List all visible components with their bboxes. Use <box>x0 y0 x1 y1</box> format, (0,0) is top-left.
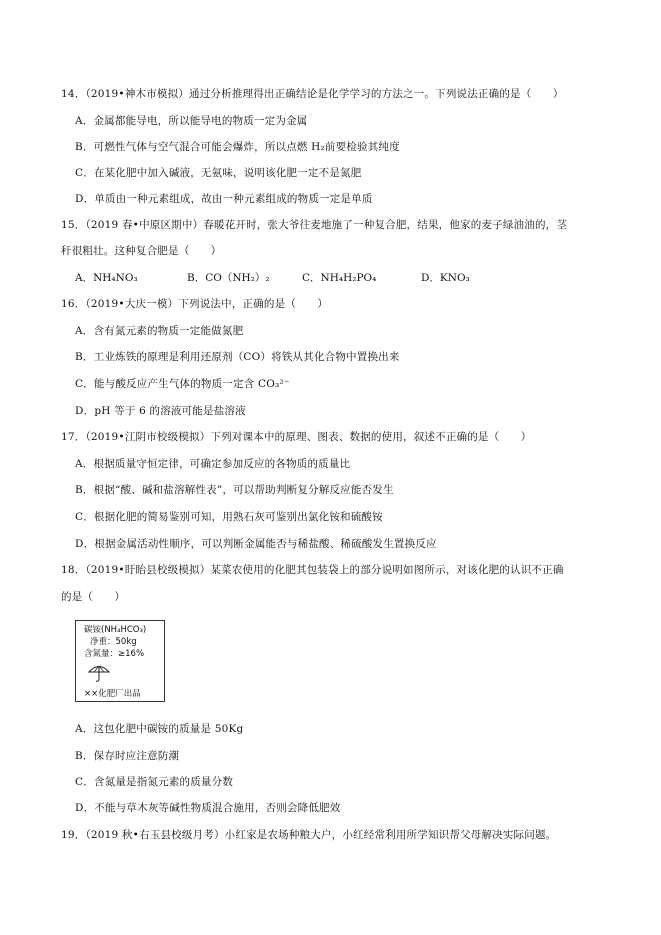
question-17-option-d: D．根据金属活动性顺序，可以判断金属能否与稀盐酸、稀硫酸发生置换反应 <box>75 538 437 550</box>
question-18-stem-line1: 18．（2019•盱眙县校级模拟）某菜农使用的化肥其包装袋上的部分说明如图所示，对该化肥的认识不正确 <box>61 564 564 576</box>
question-15-stem-line1: 15．（2019 春•中原区期中）春暖花开时，张大爷往麦地施了一种复合肥，结果，他家的麦子绿油油的，茎 <box>61 219 568 231</box>
question-17-option-c: C．根据化肥的简易鉴别可知，用熟石灰可鉴别出氯化铵和硫酸铵 <box>75 511 383 523</box>
question-14-option-b: B．可燃性气体与空气混合可能会爆炸，所以点燃 H₂前要检验其纯度 <box>75 141 400 153</box>
question-15-option-d: D．KNO₃ <box>421 272 470 284</box>
question-14-option-c: C．在某化肥中加入碱液，无氨味，说明该化肥一定不是氮肥 <box>75 167 362 179</box>
question-18-option-a: A．这包化肥中碳铵的质量是 50Kg <box>75 723 244 735</box>
question-15-option-c: C．NH₄H₂PO₄ <box>302 272 377 284</box>
question-16-option-d: D．pH 等于 6 的溶液可能是盐溶液 <box>75 405 246 417</box>
question-16-option-b: B．工业炼铁的原理是利用还原剂（CO）将铁从其化合物中置换出来 <box>75 351 400 363</box>
question-14-option-a: A．金属都能导电，所以能导电的物质一定为金属 <box>75 115 308 127</box>
question-14-option-d: D．单质由一种元素组成，故由一种元素组成的物质一定是单质 <box>75 193 373 205</box>
question-18-option-b: B．保存时应注意防潮 <box>75 750 180 762</box>
question-17-option-a: A．根据质量守恒定律，可确定参加反应的各物质的质量比 <box>75 458 351 470</box>
question-19-stem: 19．（2019 秋•右玉县校级月考）小红家是农场种粮大户，小红经常利用所学知识帮父母解决实际问题。 <box>61 829 557 841</box>
question-15-option-b: B．CO（NH₂）₂ <box>187 272 270 284</box>
question-16-stem: 16．（2019•大庆一模）下列说法中，正确的是（ ） <box>61 298 329 310</box>
question-18-stem-line2: 的是（ ） <box>61 591 126 603</box>
question-16-option-c: C．能与酸反应产生气体的物质一定含 CO₃²⁻ <box>75 378 290 390</box>
question-18-option-c: C．含氮量是指氮元素的质量分数 <box>75 776 234 788</box>
fertilizer-name: 碳铵(NH₄HCO₃) <box>84 625 147 635</box>
question-18-option-d: D．不能与草木灰等碱性物质混合施用，否则会降低肥效 <box>75 802 341 814</box>
fertilizer-label-figure <box>75 620 165 702</box>
question-17-option-b: B．根据“酸、碱和盐溶解性表”，可以帮助判断复分解反应能否发生 <box>75 484 394 496</box>
question-15-option-a: A．NH₄NO₃ <box>75 272 138 284</box>
fertilizer-factory: ××化肥厂出品 <box>84 689 141 699</box>
fertilizer-net-weight: 净重：50kg <box>90 637 137 647</box>
question-14-stem: 14．（2019•神木市模拟）通过分析推理得出正确结论是化学学习的方法之一。下列说法正确的是（ ） <box>61 88 564 100</box>
question-16-option-a: A．含有氮元素的物质一定能做氮肥 <box>75 325 244 337</box>
question-15-stem-line2: 秆很粗壮。这种复合肥是（ ） <box>61 245 222 257</box>
fertilizer-nitrogen-content: 含氮量：≥16% <box>84 649 145 659</box>
umbrella-icon <box>88 663 110 683</box>
question-17-stem: 17．（2019•江阴市校级模拟）下列对课本中的原理、图表、数据的使用，叙述不正确的是（ ） <box>61 431 532 443</box>
